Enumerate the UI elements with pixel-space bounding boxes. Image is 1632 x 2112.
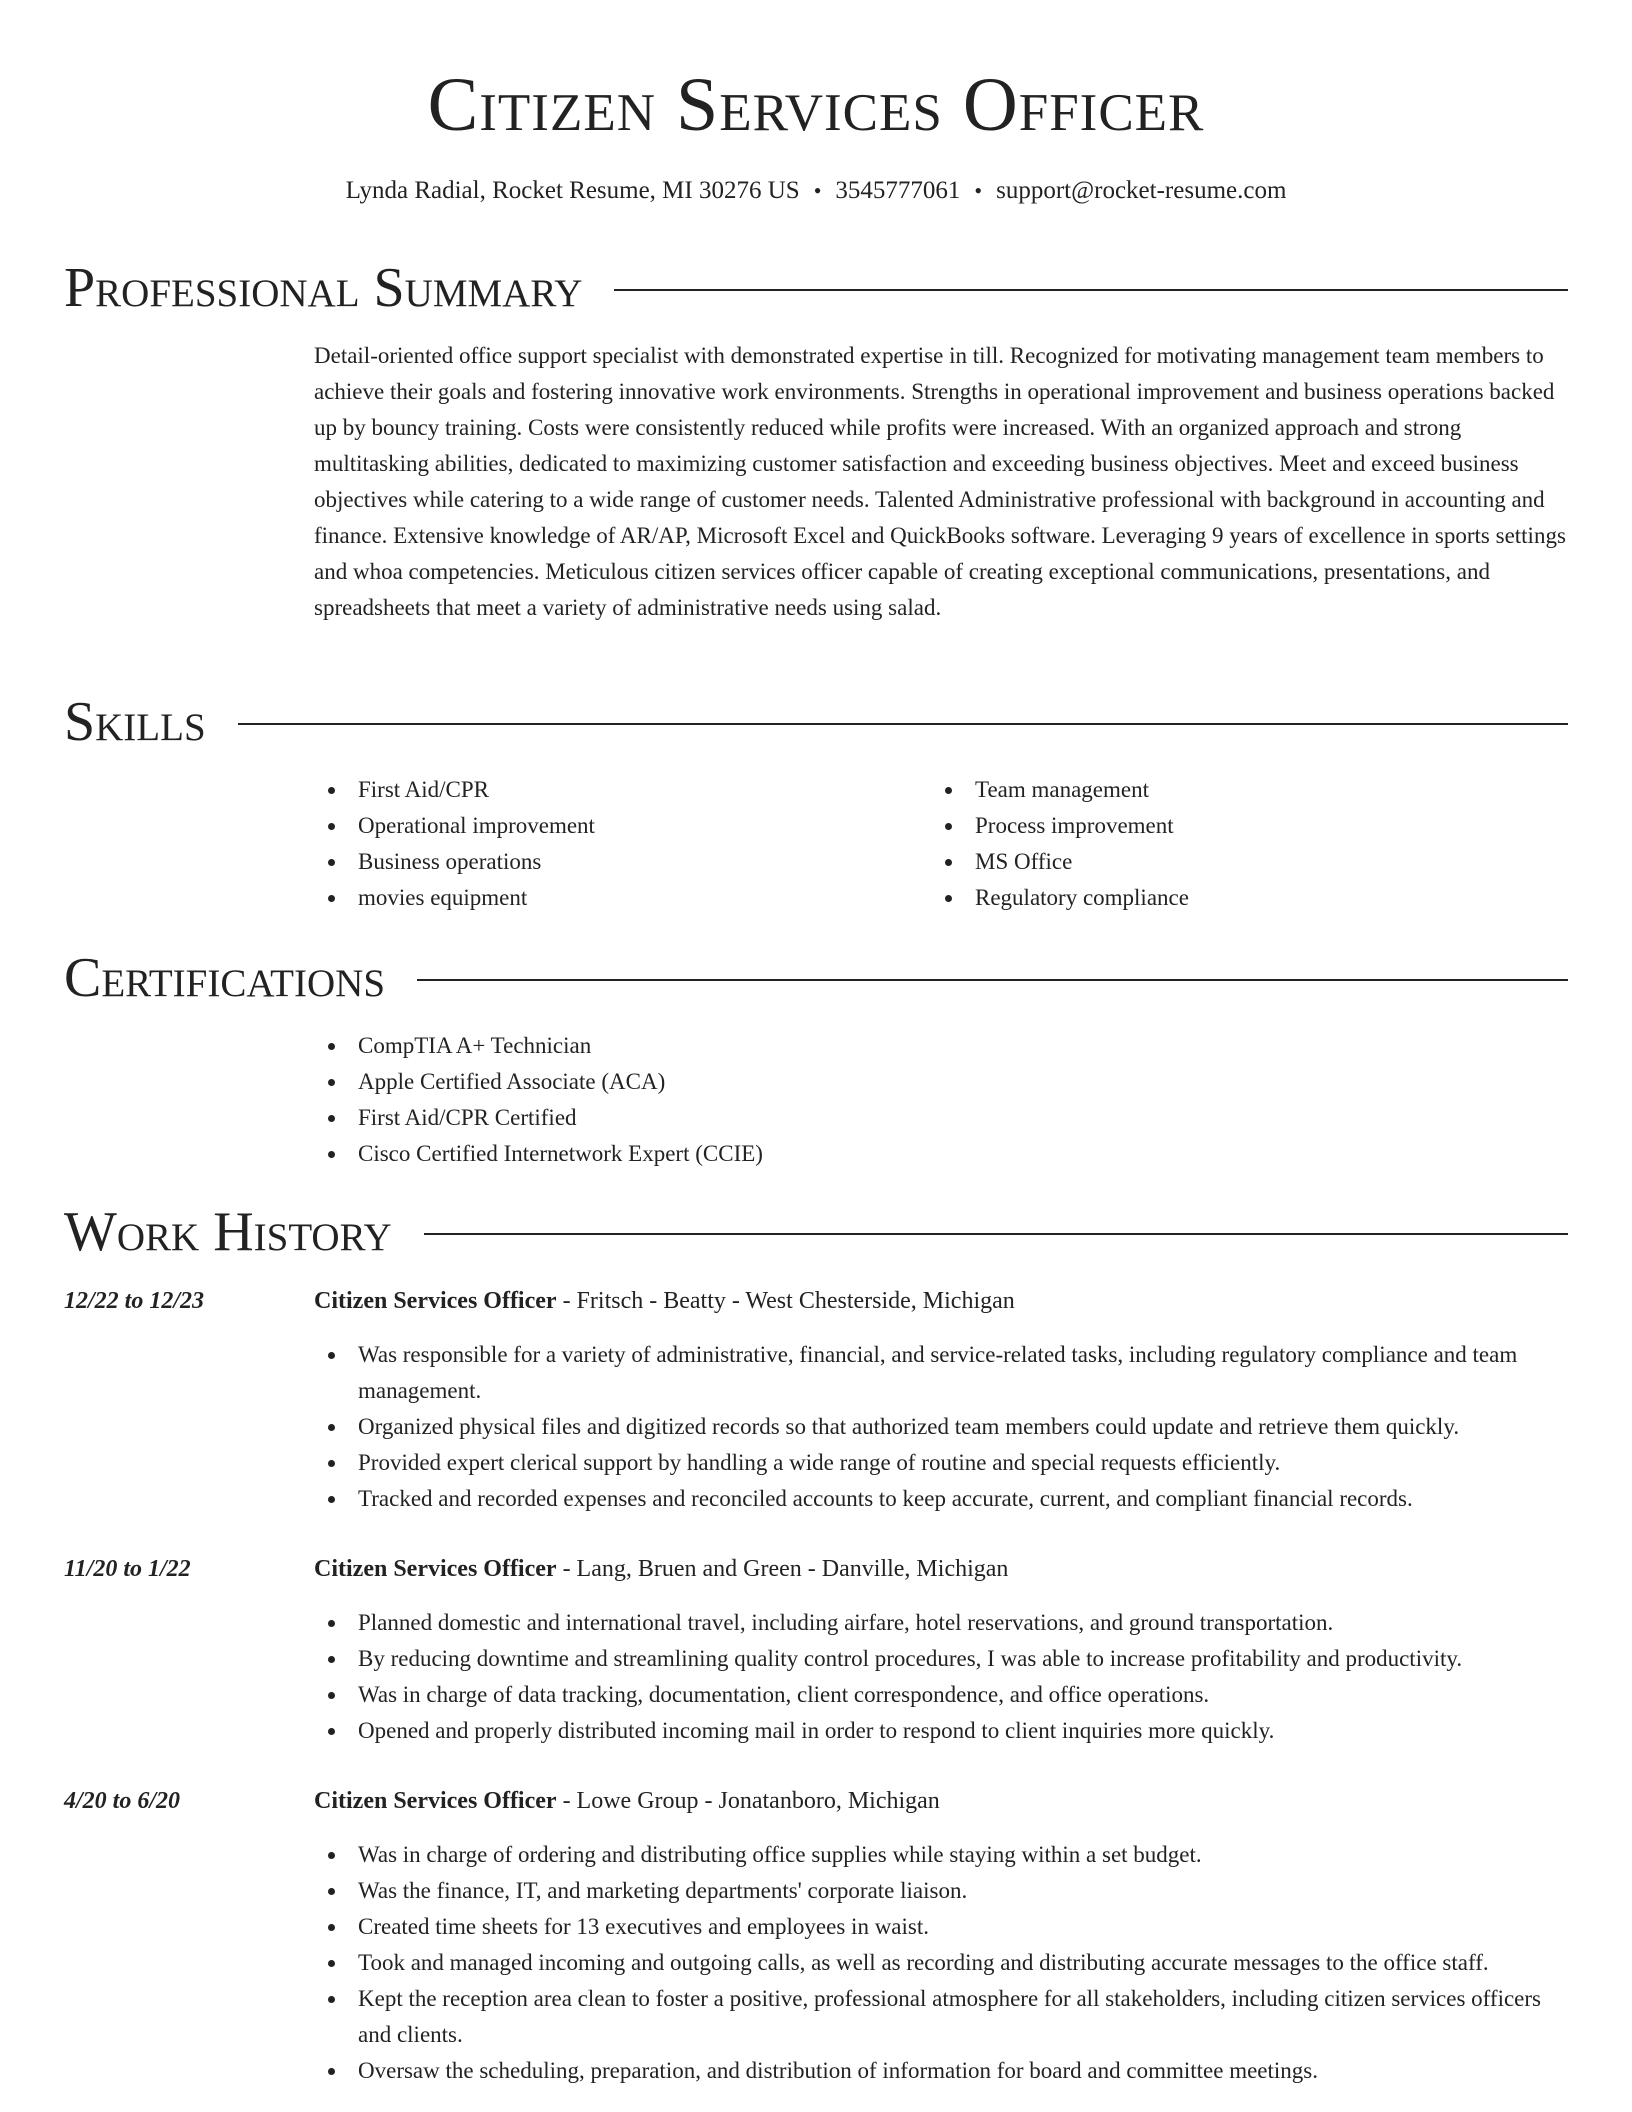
job-heading — [314, 1551, 1568, 1587]
job-heading — [314, 1283, 1568, 1319]
job-bullet: Opened and properly distributed incoming mail in order to respond to client inquiries more quickly. — [314, 1713, 1568, 1749]
job-company: - Lang, Bruen and Green - Danville, Michigan — [556, 1556, 1009, 1582]
skill-item: Operational improvement — [314, 808, 914, 844]
section-title: Skills — [64, 691, 206, 753]
certification-item: First Aid/CPR Certified — [314, 1100, 1014, 1136]
job-company: - Fritsch - Beatty - West Chesterside, Michigan — [556, 1288, 1015, 1314]
section-title: Professional Summary — [64, 257, 583, 319]
certification-item: Cisco Certified Internetwork Expert (CCIE) — [314, 1136, 1014, 1172]
job-dates: 12/22 to 12/23 — [64, 1288, 205, 1314]
section-summary-heading — [64, 258, 1568, 318]
contact-address: Lynda Radial, Rocket Resume, MI 30276 US — [345, 177, 800, 204]
summary-text: Detail-oriented office support specialist with demonstrated expertise in till. Recognized for motivating management team members to achieve their goals and fostering innovative work environments. Strengths in operational improvement and business operations backed up by bouncy training. Costs were consistently reduced while profits were increased. With an organized approach and strong multitasking abilities, dedicated to maximizing customer satisfaction and exceeding business objectives. Meet and exceed business objectives while catering to a wide range of customer needs. Talented Administrative professional with background in accounting and finance. Extensive knowledge of AR/AP, Microsoft Excel and QuickBooks software. Leveraging 9 years of excellence in sports settings and whoa competencies. Meticulous citizen services officer capable of creating exceptional communications, presentations, and spreadsheets that meet a variety of administrative needs using salad. — [314, 343, 1566, 620]
contact-email: support@rocket-resume.com — [996, 177, 1287, 204]
skills-left-column — [314, 772, 914, 916]
section-rule — [614, 289, 1568, 291]
section-skills-heading — [64, 692, 1568, 752]
section-rule — [424, 1233, 1568, 1235]
job-bullets — [314, 1605, 1568, 1749]
job-bullet: Was in charge of ordering and distributing office supplies while staying within a set budget. — [314, 1837, 1568, 1873]
job-bullet: Kept the reception area clean to foster a positive, professional atmosphere for all stakeholders, including citizen services officers and clients. — [314, 1981, 1568, 2053]
job-bullet: Took and managed incoming and outgoing calls, as well as recording and distributing accurate messages to the office staff. — [314, 1945, 1568, 1981]
skill-item: Regulatory compliance — [931, 880, 1531, 916]
job-heading — [314, 1783, 1568, 1819]
skill-item: MS Office — [931, 844, 1531, 880]
contact-separator: • — [813, 178, 822, 203]
job-bullet: Created time sheets for 13 executives and employees in waist. — [314, 1909, 1568, 1945]
contact-separator: • — [974, 178, 983, 203]
skill-item: Process improvement — [931, 808, 1531, 844]
job-company: - Lowe Group - Jonatanboro, Michigan — [556, 1788, 940, 1814]
section-rule — [238, 723, 1568, 725]
certification-item: Apple Certified Associate (ACA) — [314, 1064, 1014, 1100]
job-role: Citizen Services Officer — [314, 1288, 557, 1314]
certification-item: CompTIA A+ Technician — [314, 1028, 1014, 1064]
section-certifications-heading — [64, 948, 1568, 1008]
skill-item: First Aid/CPR — [314, 772, 914, 808]
job-bullet: By reducing downtime and streamlining quality control procedures, I was able to increase profitability and productivity. — [314, 1641, 1568, 1677]
job-role: Citizen Services Officer — [314, 1556, 557, 1582]
job-bullet: Organized physical files and digitized records so that authorized team members could update and retrieve them quickly. — [314, 1409, 1568, 1445]
job-bullets — [314, 1337, 1568, 1517]
skill-item: Business operations — [314, 844, 914, 880]
resume-title: Citizen Services Officer — [427, 63, 1205, 147]
job-dates: 11/20 to 1/22 — [64, 1556, 191, 1582]
job-bullet: Was in charge of data tracking, documentation, client correspondence, and office operations. — [314, 1677, 1568, 1713]
job-bullets — [314, 1837, 1568, 2089]
skill-item: movies equipment — [314, 880, 914, 916]
job-bullet: Was the finance, IT, and marketing departments' corporate liaison. — [314, 1873, 1568, 1909]
section-work-heading — [64, 1202, 1568, 1262]
job-bullet: Provided expert clerical support by handling a wide range of routine and special requests efficiently. — [314, 1445, 1568, 1481]
job-bullet: Oversaw the scheduling, preparation, and distribution of information for board and committee meetings. — [314, 2053, 1568, 2089]
contact-phone: 3545777061 — [835, 177, 961, 204]
skills-right-column — [931, 772, 1531, 916]
skill-item: Team management — [931, 772, 1531, 808]
certifications-list — [314, 1028, 1014, 1172]
section-title: Work History — [64, 1201, 392, 1263]
section-rule — [417, 979, 1568, 981]
job-bullet: Planned domestic and international travel, including airfare, hotel reservations, and ground transportation. — [314, 1605, 1568, 1641]
section-title: Certifications — [64, 947, 386, 1009]
contact-line — [0, 174, 1632, 208]
job-role: Citizen Services Officer — [314, 1788, 557, 1814]
job-bullet: Was responsible for a variety of administrative, financial, and service-related tasks, including regulatory compliance and team management. — [314, 1337, 1568, 1409]
job-bullet: Tracked and recorded expenses and reconciled accounts to keep accurate, current, and compliant financial records. — [314, 1481, 1568, 1517]
job-dates: 4/20 to 6/20 — [64, 1788, 181, 1814]
